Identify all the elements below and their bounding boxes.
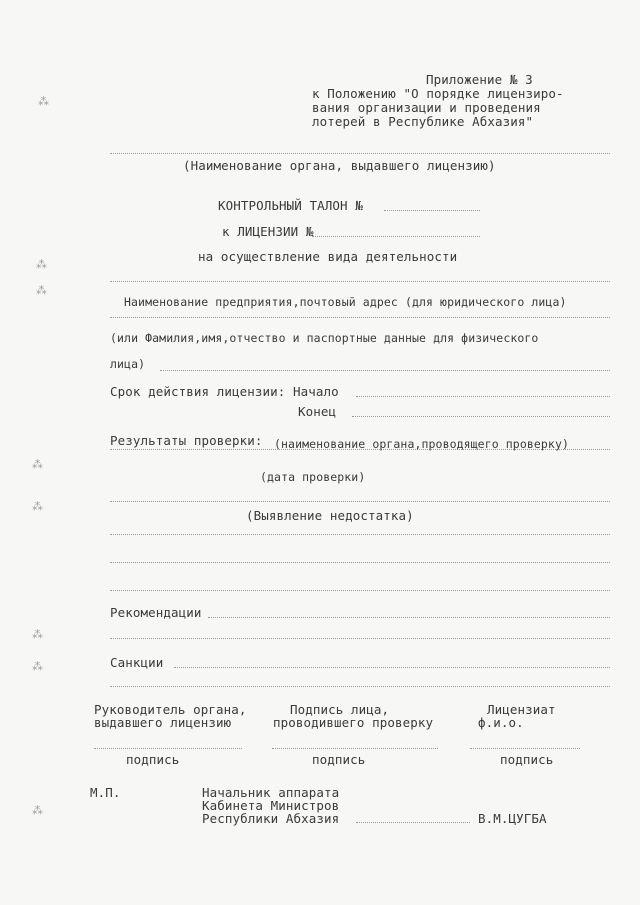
margin-mark: ⁂	[36, 258, 47, 271]
margin-mark: ⁂	[36, 284, 47, 297]
signer1-line-1: Руководитель органа,	[94, 702, 247, 717]
signer2-line-1: Подпись лица,	[290, 702, 390, 717]
deficiency-line-2	[110, 562, 610, 563]
signer3-line-2: ф.и.о.	[478, 715, 524, 730]
enterprise-line-3: лица)	[110, 357, 146, 371]
signer2-line-2: проводившего проверку	[273, 715, 434, 730]
enterprise-line-2: (или Фамилия,имя,отчество и паспортные данные для физического	[110, 331, 539, 345]
results-label: Результаты проверки:	[110, 433, 263, 448]
appendix-line-2: к Положению "О порядке лицензиро-	[312, 86, 564, 101]
signature-caption-1: подпись	[126, 752, 180, 767]
deficiency-line-3	[110, 590, 610, 591]
results-deficiency-caption: (Выявление недостатка)	[246, 508, 414, 523]
deficiency-line-1	[110, 534, 610, 535]
appendix-line-3: вания организации и проведения	[312, 100, 541, 115]
appendix-line-4: лотерей в Республике Абхазия"	[312, 114, 534, 129]
validity-end-line	[352, 416, 610, 417]
title-line-1: КОНТРОЛЬНЫЙ ТАЛОН №	[218, 198, 363, 213]
talon-number-line	[384, 210, 480, 211]
enterprise-line-1: Наименование предприятия,почтовый адрес (для юридического лица)	[124, 295, 567, 309]
signature-line-3	[470, 748, 580, 749]
footer-line-1: Начальник аппарата	[202, 785, 340, 800]
license-number-line	[312, 236, 480, 237]
margin-mark: ⁂	[32, 628, 43, 641]
issuer-line	[110, 153, 610, 154]
footer-line-2: Кабинета Министров	[202, 798, 340, 813]
enterprise-fill-line-2	[160, 370, 610, 371]
margin-mark: ⁂	[32, 458, 43, 471]
head-signature-line	[356, 822, 470, 823]
head-name: В.М.ЦУГБА	[478, 811, 547, 826]
recommendations-line-1	[208, 617, 610, 618]
title-line-3: на осуществление вида деятельности	[198, 249, 458, 264]
results-date-caption: (дата проверки)	[260, 470, 366, 484]
margin-mark: ⁂	[32, 500, 43, 513]
activity-line	[110, 281, 610, 282]
results-date-line	[110, 501, 610, 502]
stamp-place: М.П.	[90, 785, 121, 800]
signature-line-1	[94, 748, 242, 749]
margin-mark: ⁂	[32, 804, 43, 817]
signature-line-2	[272, 748, 438, 749]
footer-line-3: Республики Абхазия	[202, 811, 340, 826]
enterprise-fill-line-1	[110, 317, 610, 318]
margin-mark: ⁂	[32, 660, 43, 673]
appendix-line-1: Приложение № 3	[426, 72, 533, 87]
signer3-line-1: Лицензиат	[487, 702, 556, 717]
validity-start-line	[356, 396, 610, 397]
validity-start-label: Срок действия лицензии: Начало	[110, 384, 339, 399]
results-org-caption: (наименование органа,проводящего проверку)	[274, 437, 569, 451]
issuer-caption: (Наименование органа, выдавшего лицензию)	[183, 158, 496, 173]
recommendations-line-2	[110, 638, 610, 639]
margin-mark: ⁂	[38, 95, 49, 108]
sanctions-line-1	[174, 667, 610, 668]
title-line-2: к ЛИЦЕНЗИИ №	[222, 224, 314, 239]
signature-caption-2: подпись	[312, 752, 366, 767]
validity-end-label: Конец	[298, 404, 337, 419]
sanctions-line-2	[110, 686, 610, 687]
sanctions-label: Санкции	[110, 655, 164, 670]
recommendations-label: Рекомендации	[110, 605, 202, 620]
signer1-line-2: выдавшего лицензию	[94, 715, 232, 730]
signature-caption-3: подпись	[500, 752, 554, 767]
